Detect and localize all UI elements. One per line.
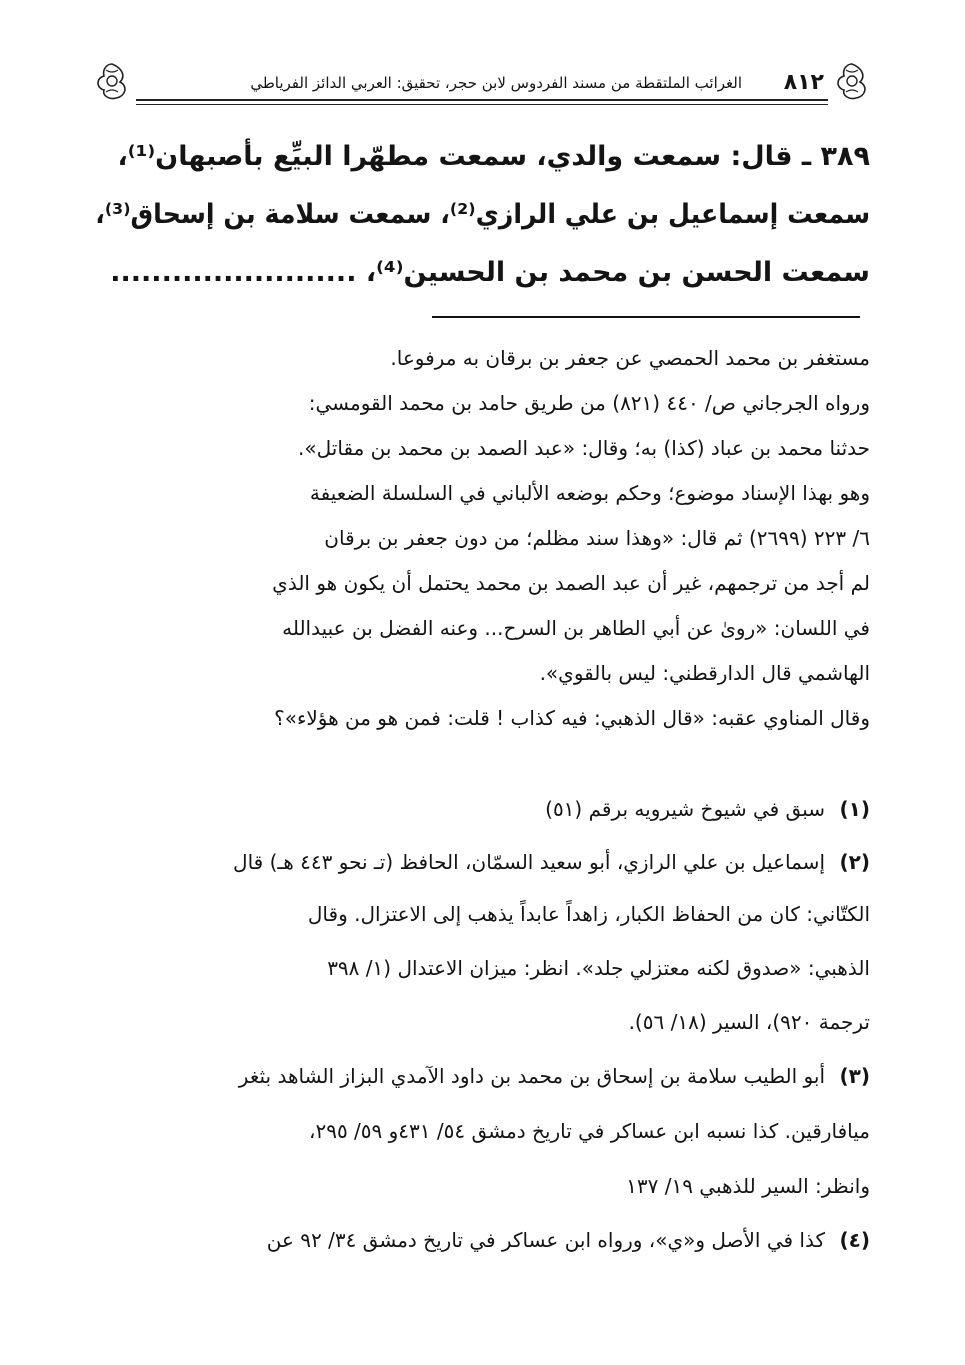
footnote-line: وهو بهذا الإسناد موضوع؛ وحكم بوضعه الألباني في السلسلة الضعيفة [309, 481, 870, 505]
footnote-line: إسماعيل بن علي الرازي، أبو سعيد السمّان، الحافظ (تـ نحو ٤٤٣ هـ) قال [233, 850, 825, 874]
footnote-number: (٣) [839, 1064, 870, 1088]
footnote-line: في اللسان: «روىٰ عن أبي الطاهر بن السرح... وعنه الفضل بن عبيدالله [282, 616, 870, 640]
footnote-line: ترجمة ٩٢٠)، السير (١٨/ ٥٦). [628, 1010, 870, 1034]
footnote-line: سبق في شيوخ شيرويه برقم (٥١) [545, 797, 825, 821]
footnote-number: (٢) [839, 850, 870, 874]
running-title: الغرائب الملتقطة من مسند الفردوس لابن حجر، تحقيق: العربي الدائز الفرياطي [250, 74, 742, 92]
footnote-line: ٦/ ٢٢٣ (٢٦٩٩) ثم قال: «وهذا سند مظلم؛ من دون جعفر بن برقان [324, 526, 870, 550]
header-rule [136, 99, 828, 101]
footnote-line: كذا في الأصل و«ي»، ورواه ابن عساكر في تاريخ دمشق ٣٤/ ٩٢ عن [266, 1228, 825, 1252]
page-header [92, 58, 872, 108]
ornament-icon [832, 60, 872, 102]
main-text-line: ٣٨٩ ـ قال: سمعت والدي، سمعت مطهّرا البيِّع بأصبهان⁽¹⁾، [117, 141, 870, 172]
footnote-line: ميافارقين. كذا نسبه ابن عساكر في تاريخ دمشق ٥٤/ ٤٣١و ٥٩/ ٢٩٥، [308, 1119, 870, 1143]
ornament-icon [92, 60, 132, 102]
footnote-line: وقال المناوي عقبه: «قال الذهبي: فيه كذاب ! قلت: فمن هو من هؤلاء»؟ [274, 706, 870, 730]
footnote-line: أبو الطيب سلامة بن إسحاق بن محمد بن داود الآمدي البزاز الشاهد بثغر [238, 1064, 825, 1088]
footnote-number: (٤) [839, 1228, 870, 1252]
footnote-number: (١) [839, 797, 870, 821]
header-rule [136, 104, 828, 105]
main-text-line: سمعت الحسن بن محمد بن الحسين⁽⁴⁾، ........................ [110, 257, 870, 288]
footnote-line: الذهبي: «صدوق لكنه معتزلي جلد». انظر: ميزان الاعتدال (١/ ٣٩٨ [327, 956, 870, 980]
page-number: ٨١٢ [783, 70, 824, 95]
main-text-line: سمعت إسماعيل بن علي الرازي⁽²⁾، سمعت سلامة بن إسحاق⁽³⁾، [95, 199, 870, 230]
footnote-line: وانظر: السير للذهبي ١٩/ ١٣٧ [626, 1174, 870, 1198]
footnote-line: حدثنا محمد بن عباد (كذا) به؛ وقال: «عبد الصمد بن محمد بن مقاتل». [298, 436, 870, 460]
footnote-line: الهاشمي قال الدارقطني: ليس بالقوي». [539, 661, 870, 685]
footnote-line: لم أجد من ترجمهم، غير أن عبد الصمد بن محمد يحتمل أن يكون هو الذي [272, 571, 870, 595]
footnote-line: الكتّاني: كان من الحفاظ الكبار، زاهداً عابداً يذهب إلى الاعتزال. وقال [307, 902, 870, 926]
footnote-line: ورواه الجرجاني ص/ ٤٤٠ (٨٢١) من طريق حامد بن محمد القومسي: [308, 391, 870, 415]
footnote-separator [432, 316, 860, 318]
footnote-line: مستغفر بن محمد الحمصي عن جعفر بن برقان به مرفوعا. [390, 346, 870, 370]
